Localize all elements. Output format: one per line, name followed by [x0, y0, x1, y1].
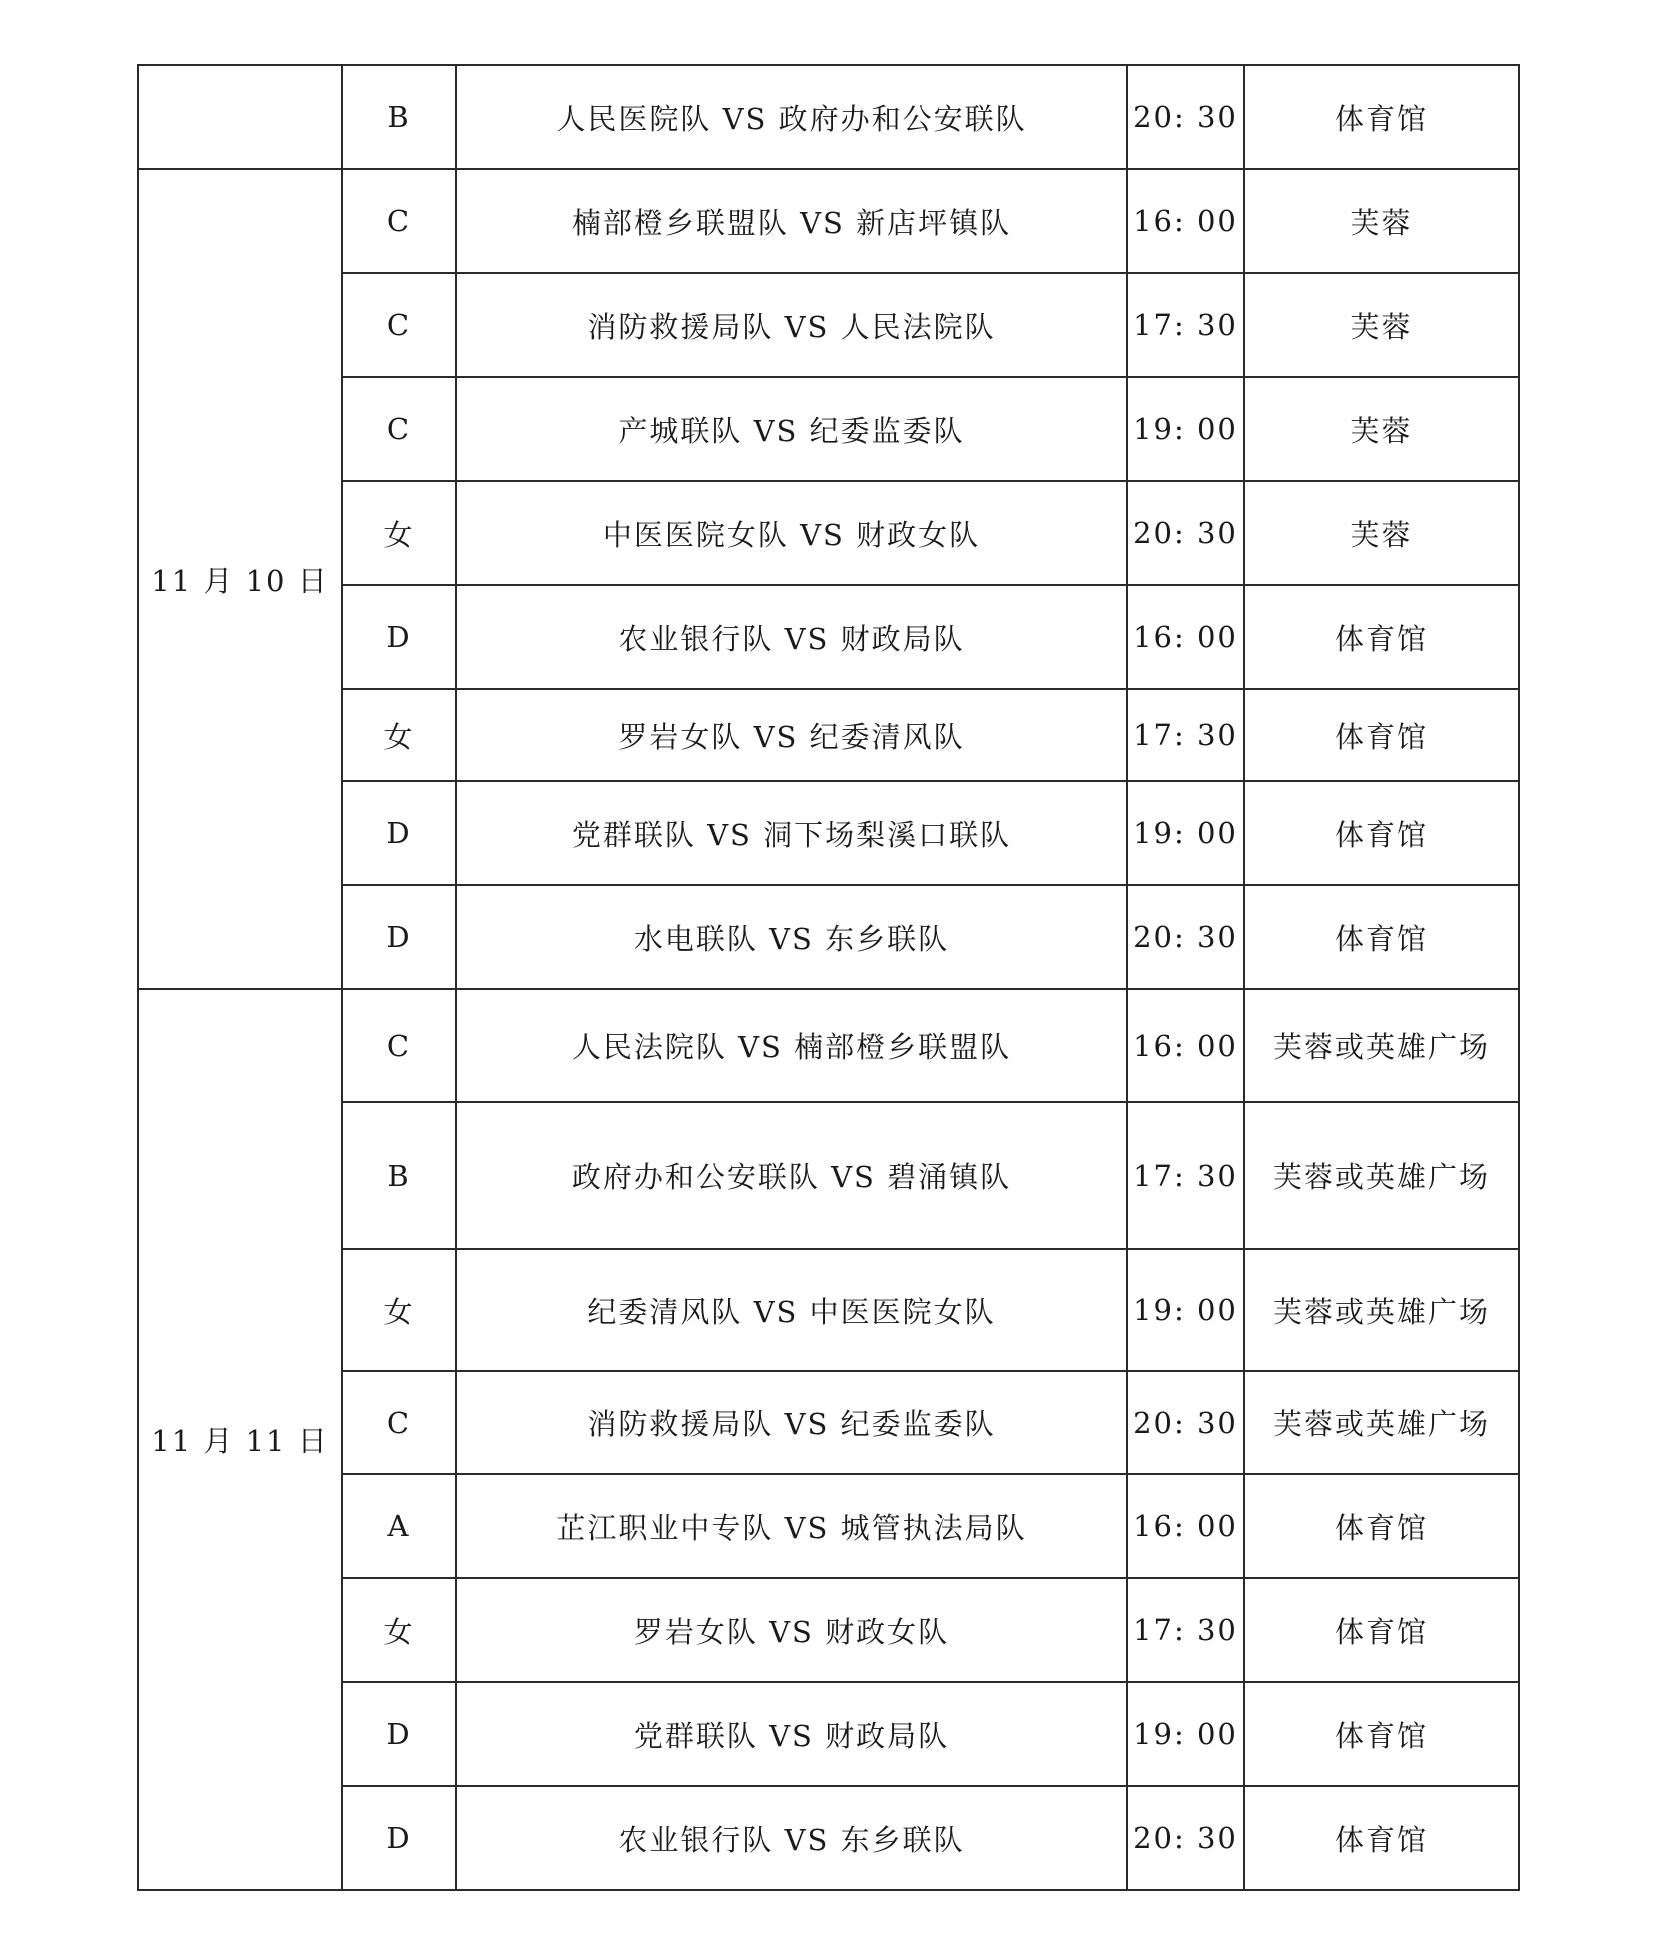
table-row: [138, 65, 1519, 169]
time-cell: 19: 00: [1127, 781, 1244, 885]
match-cell: 中医医院女队 VS 财政女队: [456, 481, 1127, 585]
match-cell: 政府办和公安联队 VS 碧涌镇队: [456, 1102, 1127, 1249]
venue-cell: 体育馆: [1244, 781, 1519, 885]
match-cell: 纪委清风队 VS 中医医院女队: [456, 1249, 1127, 1371]
match-cell: 农业银行队 VS 财政局队: [456, 585, 1127, 689]
match-cell: 党群联队 VS 洞下场梨溪口联队: [456, 781, 1127, 885]
group-cell: D: [342, 1786, 456, 1890]
group-cell: 女: [342, 1249, 456, 1371]
venue-cell: 体育馆: [1244, 1578, 1519, 1682]
group-cell: C: [342, 1371, 456, 1474]
table-row: [138, 169, 1519, 273]
group-cell: B: [342, 65, 456, 169]
group-cell: C: [342, 273, 456, 377]
venue-cell: 芙蓉: [1244, 169, 1519, 273]
time-cell: 17: 30: [1127, 1102, 1244, 1249]
time-cell: 16: 00: [1127, 1474, 1244, 1578]
group-cell: 女: [342, 1578, 456, 1682]
time-cell: 17: 30: [1127, 689, 1244, 781]
time-cell: 16: 00: [1127, 989, 1244, 1102]
venue-cell: 芙蓉或英雄广场: [1244, 1249, 1519, 1371]
venue-cell: 芙蓉或英雄广场: [1244, 1102, 1519, 1249]
time-cell: 20: 30: [1127, 481, 1244, 585]
match-cell: 消防救援局队 VS 纪委监委队: [456, 1371, 1127, 1474]
venue-cell: 体育馆: [1244, 885, 1519, 989]
group-cell: A: [342, 1474, 456, 1578]
group-cell: C: [342, 169, 456, 273]
venue-cell: 体育馆: [1244, 65, 1519, 169]
match-cell: 罗岩女队 VS 财政女队: [456, 1578, 1127, 1682]
venue-cell: 芙蓉: [1244, 481, 1519, 585]
time-cell: 17: 30: [1127, 1578, 1244, 1682]
match-cell: 人民法院队 VS 楠部橙乡联盟队: [456, 989, 1127, 1102]
venue-cell: 体育馆: [1244, 1682, 1519, 1786]
time-cell: 19: 00: [1127, 377, 1244, 481]
table-row: [138, 1371, 1519, 1474]
table-row: [138, 885, 1519, 989]
match-cell: 罗岩女队 VS 纪委清风队: [456, 689, 1127, 781]
table-row: [138, 781, 1519, 885]
time-cell: 20: 30: [1127, 1371, 1244, 1474]
venue-cell: 芙蓉: [1244, 377, 1519, 481]
venue-cell: 体育馆: [1244, 1474, 1519, 1578]
venue-cell: 芙蓉或英雄广场: [1244, 1371, 1519, 1474]
group-cell: C: [342, 989, 456, 1102]
group-cell: D: [342, 885, 456, 989]
table-row: [138, 1682, 1519, 1786]
time-cell: 20: 30: [1127, 1786, 1244, 1890]
table-row: [138, 273, 1519, 377]
time-cell: 20: 30: [1127, 65, 1244, 169]
group-cell: C: [342, 377, 456, 481]
time-cell: 19: 00: [1127, 1682, 1244, 1786]
match-cell: 楠部橙乡联盟队 VS 新店坪镇队: [456, 169, 1127, 273]
match-cell: 产城联队 VS 纪委监委队: [456, 377, 1127, 481]
match-cell: 党群联队 VS 财政局队: [456, 1682, 1127, 1786]
venue-cell: 体育馆: [1244, 585, 1519, 689]
table-row: [138, 989, 1519, 1102]
venue-cell: 芙蓉或英雄广场: [1244, 989, 1519, 1102]
group-cell: D: [342, 585, 456, 689]
table-row: [138, 1102, 1519, 1249]
table-row: [138, 689, 1519, 781]
table-row: [138, 1474, 1519, 1578]
schedule-table: [137, 64, 1520, 1891]
table-row: [138, 1786, 1519, 1890]
table-row: [138, 377, 1519, 481]
group-cell: 女: [342, 481, 456, 585]
match-cell: 芷江职业中专队 VS 城管执法局队: [456, 1474, 1127, 1578]
match-cell: 人民医院队 VS 政府办和公安联队: [456, 65, 1127, 169]
match-cell: 水电联队 VS 东乡联队: [456, 885, 1127, 989]
venue-cell: 体育馆: [1244, 689, 1519, 781]
time-cell: 20: 30: [1127, 885, 1244, 989]
time-cell: 17: 30: [1127, 273, 1244, 377]
date-cell: 11 月 11 日: [138, 989, 342, 1890]
table-row: [138, 481, 1519, 585]
group-cell: D: [342, 1682, 456, 1786]
table-row: [138, 1249, 1519, 1371]
table-row: [138, 585, 1519, 689]
date-cell: [138, 65, 342, 169]
group-cell: 女: [342, 689, 456, 781]
venue-cell: 芙蓉: [1244, 273, 1519, 377]
date-cell: 11 月 10 日: [138, 169, 342, 989]
venue-cell: 体育馆: [1244, 1786, 1519, 1890]
group-cell: B: [342, 1102, 456, 1249]
time-cell: 16: 00: [1127, 585, 1244, 689]
group-cell: D: [342, 781, 456, 885]
time-cell: 16: 00: [1127, 169, 1244, 273]
match-cell: 农业银行队 VS 东乡联队: [456, 1786, 1127, 1890]
time-cell: 19: 00: [1127, 1249, 1244, 1371]
match-cell: 消防救援局队 VS 人民法院队: [456, 273, 1127, 377]
table-row: [138, 1578, 1519, 1682]
